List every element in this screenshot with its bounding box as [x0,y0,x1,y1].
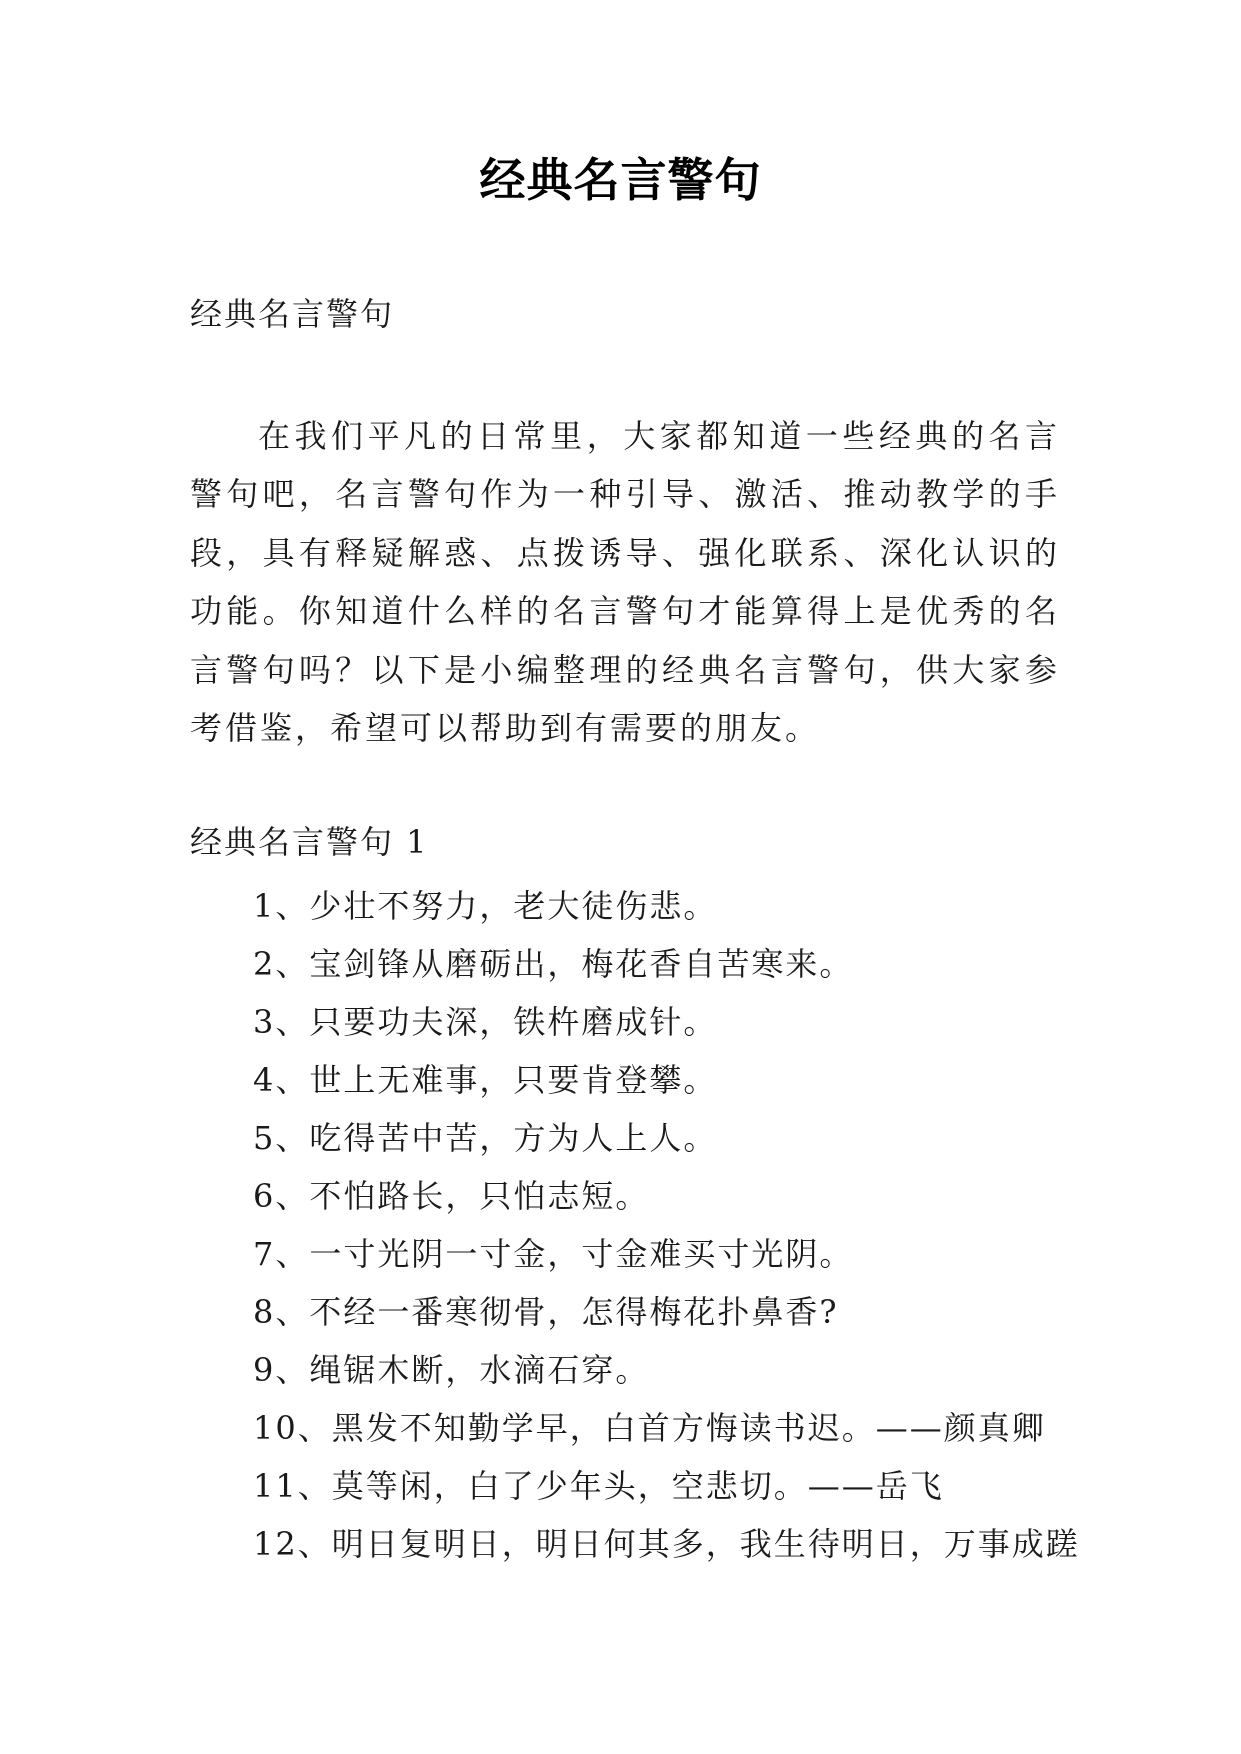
quote-item: 12、明日复明日，明日何其多，我生待明日，万事成蹉 [253,1525,1080,1563]
section-heading: 经典名言警句 1 [190,823,429,861]
quote-item: 10、黑发不知勤学早，白首方悔读书迟。——颜真卿 [253,1409,1046,1447]
quote-item: 3、只要功夫深，铁杵磨成针。 [253,1003,718,1041]
quote-item: 1、少壮不努力，老大徒伤悲。 [253,887,718,925]
quote-item: 2、宝剑锋从磨砺出，梅花香自苦寒来。 [253,945,854,983]
quote-item: 5、吃得苦中苦，方为人上人。 [253,1119,718,1157]
document-subtitle: 经典名言警句 [190,295,395,333]
quote-item: 4、世上无难事，只要肯登攀。 [253,1061,718,1099]
document-title: 经典名言警句 [479,153,762,207]
quote-list [253,877,1083,1573]
intro-paragraph: 在我们平凡的日常里，大家都知道一些经典的名言警句吧，名言警句作为一种引导、激活、推动教学的手段，具有释疑解惑、点拨诱导、强化联系、深化认识的功能。你知道什么样的名言警句才能算得上是优秀的名言警句吗？以下是小编整理的经典名言警句，供大家参考借鉴，希望可以帮助到有需要的朋友。 [190,417,1060,748]
quote-item: 8、不经一番寒彻骨，怎得梅花扑鼻香? [253,1293,839,1331]
quote-item: 7、一寸光阴一寸金，寸金难买寸光阴。 [253,1235,854,1273]
quote-item: 11、莫等闲，白了少年头，空悲切。——岳飞 [253,1467,944,1505]
quote-item: 6、不怕路长，只怕志短。 [253,1177,650,1215]
quote-item: 9、绳锯木断，水滴石穿。 [253,1351,650,1389]
